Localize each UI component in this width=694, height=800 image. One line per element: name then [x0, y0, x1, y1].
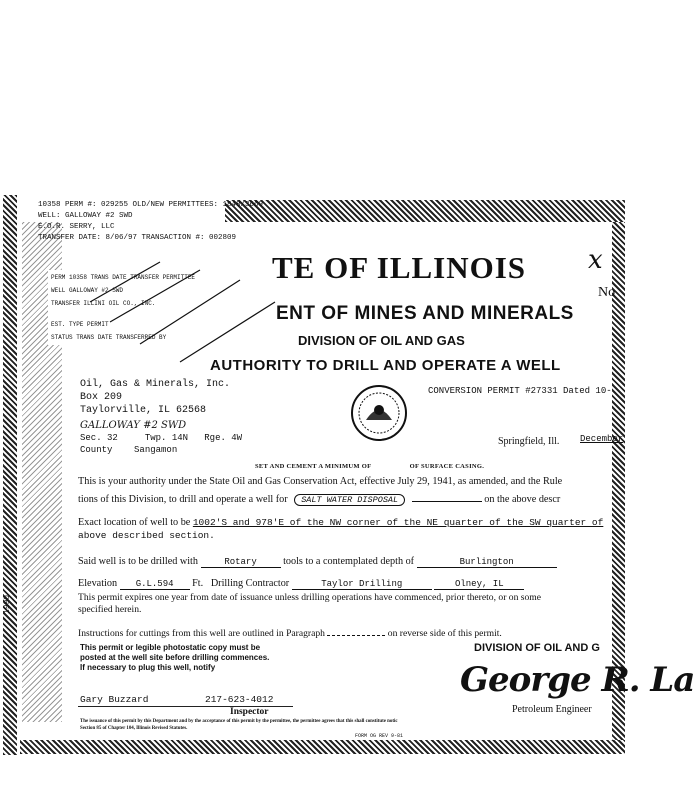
- elevation-line: [78, 578, 524, 590]
- stamp-line4: EST. TYPE PERMIT: [51, 321, 109, 328]
- rge-value: 4W: [231, 433, 243, 443]
- instructions-end: on reverse side of this permit.: [387, 628, 502, 639]
- filing-header: [38, 200, 263, 244]
- division-title: DIVISION OF OIL AND GAS: [298, 333, 465, 348]
- contemplated-depth: Burlington: [417, 557, 557, 568]
- permittee-block: [80, 378, 230, 417]
- instructions-text: Instructions for cuttings from this well are outlined in Paragraph: [78, 628, 325, 639]
- corner-mark: x: [588, 245, 603, 275]
- authority-line1: This is your authority under the State Oil and Gas Conservation Act, effective July 29, 1941, as amended, and the Rule: [78, 476, 563, 487]
- filing-header-line4: TRANSFER DATE: 8/06/97 TRANSACTION #: 002809: [38, 234, 237, 242]
- location-value2: above described section.: [78, 530, 215, 541]
- side-text-lower: 1990: [3, 594, 13, 615]
- authority-line2-end: on the above descr: [484, 494, 561, 505]
- permittee-city: Taylorville, IL 62568: [80, 405, 207, 416]
- place-date: December: [580, 434, 624, 444]
- signature-division: DIVISION OF OIL AND G: [474, 642, 600, 654]
- permittee-name: Oil, Gas & Minerals, Inc.: [80, 379, 231, 390]
- place-label: Springfield, Ill.: [498, 436, 560, 447]
- stamp-line2: WELL GALLOWAY #2 SWD: [51, 287, 124, 294]
- location-label: Exact location of well to be: [78, 517, 191, 528]
- posting-line1: This permit or legible photostatic copy must be: [80, 643, 261, 652]
- rge-label: Rge.: [204, 433, 226, 443]
- stamp-line3: TRANSFER ILLINI OIL CO., INC.: [51, 300, 156, 307]
- contractor-value: Taylor Drilling: [292, 579, 432, 590]
- signature-title: Petroleum Engineer: [512, 704, 592, 715]
- stamp-line5: STATUS TRANS DATE TRANSFERRED BY: [51, 334, 167, 341]
- footnote-line2: Section 85 of Chapter 104, Illinois Revised Statutes.: [80, 726, 188, 731]
- ft-label: Ft.: [192, 578, 204, 589]
- filing-header-line1: 10358 PERM #: 029255 OLD/NEW PERMITTEES: 1848/3669: [38, 201, 264, 209]
- bottom-border: [20, 740, 625, 754]
- expiry-line1: This permit expires one year from date of issuance unless drilling operations have commenced, prior thereto, or on some: [78, 592, 542, 603]
- authority-line2: [78, 494, 560, 506]
- authority-line2-start: tions of this Division, to drill and operate a well for: [78, 494, 288, 505]
- signature-name: George R. La: [460, 660, 694, 700]
- stamp-line1: PERM 10358 TRANS DATE TRANSFER PERMITTEE: [51, 274, 196, 281]
- casing-line: SET AND CEMENT A MINIMUM OF OF SURFACE CASING.: [255, 463, 485, 470]
- sec-value: 32: [107, 433, 118, 443]
- exact-location: [78, 517, 603, 528]
- number-label: No: [598, 285, 616, 300]
- authority-heading: AUTHORITY TO DRILL AND OPERATE A WELL: [210, 357, 561, 374]
- inspector-name: Gary Buzzard: [80, 694, 149, 705]
- contractor-label: Drilling Contractor: [210, 578, 290, 589]
- twp-label: Twp.: [144, 433, 167, 443]
- form-number: FORM OG REV 9-81: [355, 733, 404, 739]
- well-purpose: SALT WATER DISPOSAL: [294, 494, 405, 506]
- drill-label: Said well is to be drilled with: [78, 556, 198, 567]
- twp-value: 14N: [171, 433, 189, 443]
- elevation-label: Elevation: [78, 578, 118, 589]
- drilling-line: [78, 556, 557, 568]
- elevation-value: G.L.594: [120, 579, 190, 590]
- inspector-label: Inspector: [230, 707, 269, 717]
- posting-line2: posted at the well site before drilling commences.: [80, 653, 270, 662]
- state-title: TE OF ILLINOIS: [272, 250, 527, 285]
- well-name: GALLOWAY #2 SWD: [80, 420, 187, 431]
- county-value: Sangamon: [134, 445, 178, 455]
- state-seal-icon: [350, 384, 408, 442]
- expiry-line2: specified herein.: [78, 604, 142, 615]
- left-border: [3, 195, 17, 755]
- drill-mid: tools to a contemplated depth of: [283, 556, 415, 567]
- posting-notice: [80, 643, 269, 673]
- contractor-city: Olney, IL: [434, 579, 524, 590]
- top-border: [225, 200, 625, 222]
- county-label: County: [80, 445, 113, 455]
- permittee-box: Box 209: [80, 392, 123, 403]
- sec-label: Sec.: [80, 433, 102, 443]
- drill-tools: Rotary: [201, 557, 281, 568]
- stamp-strike-lines: [90, 262, 280, 372]
- filing-header-line2: WELL: GALLOWAY #2 SWD: [38, 212, 133, 220]
- footnote-line1: The issuance of this permit by this Department and by the acceptance of this permit by the permittee, the permittee agrees that this shall constitute notic: [80, 719, 398, 724]
- filing-header-line3: E.O.R. SERRY, LLC: [38, 223, 115, 231]
- location-value: 1002'S and 978'E of the NW corner of the NE quarter of the SW quarter of: [192, 517, 604, 528]
- instructions-line: [78, 628, 502, 639]
- well-location: [80, 432, 242, 456]
- inspector-phone: 217-623-4012: [205, 694, 274, 705]
- conversion-permit: CONVERSION PERMIT #27331 Dated 10-: [428, 386, 612, 396]
- department-title: ENT OF MINES AND MINERALS: [276, 303, 574, 324]
- posting-line3: If necessary to plug this well, notify: [80, 663, 216, 672]
